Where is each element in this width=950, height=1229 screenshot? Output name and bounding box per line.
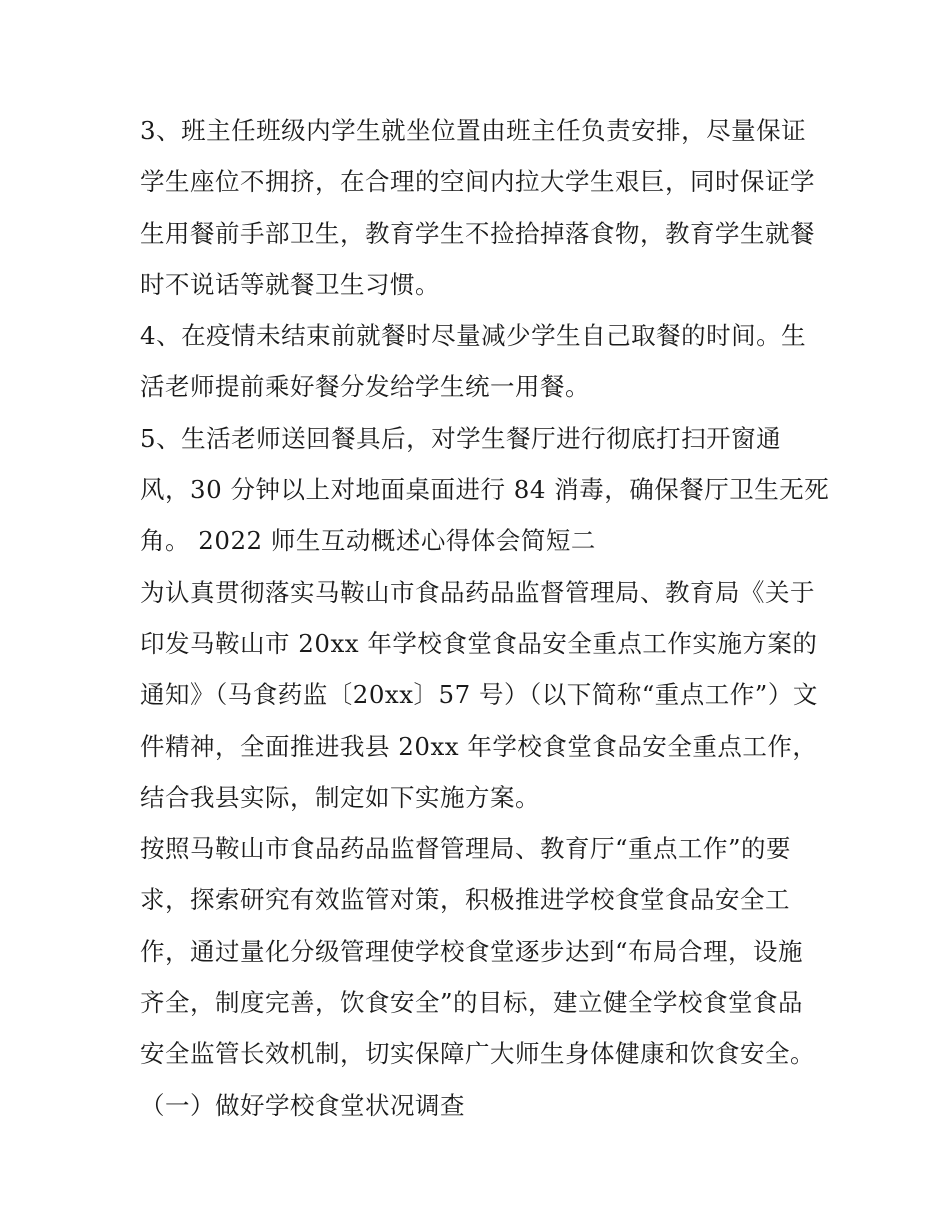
text-line: 件精神，全面推进我县 20xx 年学校食堂食品安全重点工作， <box>140 731 818 761</box>
text-line: 印发马鞍山市 20xx 年学校食堂食品安全重点工作实施方案的 <box>140 628 818 658</box>
text-line: 齐全，制度完善，饮食安全”的目标，建立健全学校食堂食品 <box>140 988 804 1018</box>
text-line: 按照马鞍山市食品药品监督管理局、教育厅“重点工作”的要 <box>140 834 792 864</box>
text-line: 学生座位不拥挤，在合理的空间内拉大学生艰巨，同时保证学 <box>140 167 815 197</box>
text-line: 角。 2022 师生互动概述心得体会简短二 <box>140 526 596 556</box>
text-line: 安全监管长效机制，切实保障广大师生身体健康和饮食安全。 <box>140 1039 815 1069</box>
text-line: 时不说话等就餐卫生习惯。 <box>140 269 440 299</box>
text-line: 结合我县实际，制定如下实施方案。 <box>140 782 540 812</box>
text-line: 4、在疫情未结束前就餐时尽量减少学生自己取餐的时间。生 <box>140 321 807 351</box>
document-body <box>140 105 830 1131</box>
text-line: 生用餐前手部卫生，教育学生不捡拾掉落食物，教育学生就餐 <box>140 218 815 248</box>
text-line: 3、班主任班级内学生就坐位置由班主任负责安排，尽量保证 <box>140 116 807 145</box>
text-line: 通知》（马食药监〔20xx〕57 号）（以下简称“重点工作”）文 <box>140 680 818 710</box>
text-line: （一）做好学校食堂状况调查 <box>140 1090 465 1120</box>
text-line: 活老师提前乘好餐分发给学生统一用餐。 <box>140 372 590 402</box>
text-line: 风，30 分钟以上对地面桌面进行 84 消毒，确保餐厅卫生无死 <box>140 475 830 505</box>
text-line: 作，通过量化分级管理使学校食堂逐步达到“布局合理，设施 <box>140 936 804 966</box>
text-line: 为认真贯彻落实马鞍山市食品药品监督管理局、教育局《关于 <box>140 577 815 607</box>
text-line: 5、生活老师送回餐具后，对学生餐厅进行彻底打扫开窗通 <box>140 423 782 453</box>
text-line: 求，探索研究有效监管对策，积极推进学校食堂食品安全工 <box>140 885 790 915</box>
